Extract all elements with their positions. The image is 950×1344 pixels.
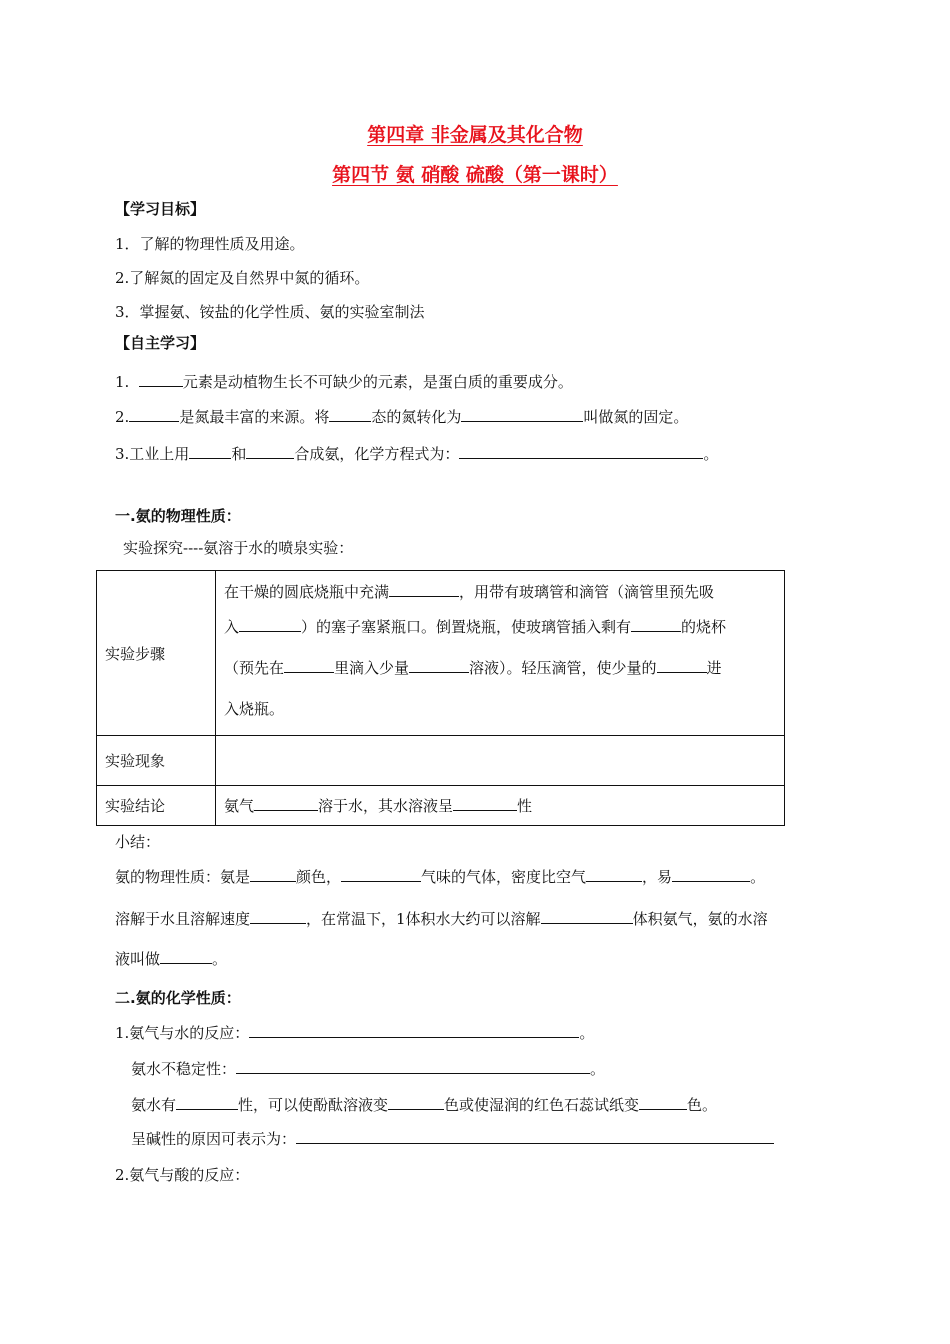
answer-blank[interactable]: [160, 948, 212, 964]
answer-blank[interactable]: [129, 406, 179, 422]
phenomenon-label: 实验现象: [97, 736, 216, 786]
objective-item: 3．掌握氨、铵盐的化学性质、氨的实验室制法: [115, 303, 425, 321]
conclusion-label: 实验结论: [97, 786, 216, 826]
reaction-acid: 2.氨气与酸的反应：: [115, 1166, 250, 1184]
chemical-properties-heading: 二.氨的化学性质：: [115, 989, 241, 1007]
answer-blank[interactable]: [254, 795, 318, 811]
answer-blank[interactable]: [250, 908, 306, 924]
summary-line: 氨的物理性质：氨是 颜色， 气味的气体，密度比空气 ，易 。: [115, 868, 766, 886]
summary-line: 液叫做 。: [115, 950, 228, 968]
answer-blank[interactable]: [631, 616, 681, 632]
answer-blank[interactable]: [139, 371, 183, 387]
section-title: 第四节 氨 硝酸 硫酸（第一课时）: [332, 164, 618, 186]
objectives-heading: 【学习目标】: [115, 200, 206, 218]
self-study-question-1: 1. 元素是动植物生长不可缺少的元素，是蛋白质的重要成分。: [115, 373, 573, 391]
table-row: [97, 571, 785, 736]
answer-blank[interactable]: [189, 443, 231, 459]
summary-line: 溶解于水且溶解速度 ，在常温下，1体积水大约可以溶解 体积氨气，氨的水溶: [115, 910, 768, 928]
summary-label: 小结：: [115, 833, 161, 851]
objective-item: 1．了解的物理性质及用途。: [115, 235, 305, 253]
basicity-reason: 呈碱性的原因可表示为：: [131, 1128, 774, 1149]
steps-label: 实验步骤: [97, 571, 216, 736]
conclusion-content: 氨气 溶于水，其水溶液呈 性: [216, 786, 785, 826]
answer-blank[interactable]: [388, 1094, 444, 1110]
self-study-question-3: 3.工业上用 和 合成氨，化学方程式为： 。: [115, 445, 719, 463]
answer-blank[interactable]: [586, 866, 642, 882]
answer-blank[interactable]: [239, 616, 301, 632]
table-row: [97, 736, 785, 786]
self-study-heading: 【自主学习】: [115, 334, 206, 352]
answer-blank[interactable]: [453, 795, 517, 811]
ammonia-water-basicity: 氨水有 性，可以使酚酞溶液变 色或使湿润的红色石蕊试纸变 色。: [131, 1096, 718, 1114]
objective-item: 2.了解氮的固定及自然界中氮的循环。: [115, 269, 370, 287]
answer-blank[interactable]: [284, 657, 334, 673]
steps-content: 在干燥的圆底烧瓶中充满 ，用带有玻璃管和滴管（滴管里预先吸 入 ）的塞子塞紧瓶口。倒置烧瓶，使玻璃管插入剩有 的烧杯 （预先在 里滴入少量 溶液）。轻压滴管，使少量的 进 入烧瓶。: [216, 571, 785, 736]
ammonia-water-stability: 氨水不稳定性： 。: [131, 1060, 606, 1078]
answer-blank[interactable]: [672, 866, 750, 882]
answer-blank[interactable]: [236, 1058, 590, 1074]
physical-properties-heading: 一.氨的物理性质：: [115, 507, 241, 525]
answer-blank[interactable]: [639, 1094, 687, 1110]
chapter-title: 第四章 非金属及其化合物: [367, 124, 583, 146]
answer-blank[interactable]: [657, 657, 707, 673]
answer-blank[interactable]: [246, 443, 294, 459]
answer-blank[interactable]: [296, 1128, 774, 1144]
experiment-table: [96, 570, 785, 826]
phenomenon-content[interactable]: [216, 736, 785, 786]
answer-blank[interactable]: [389, 581, 459, 597]
answer-blank[interactable]: [249, 1022, 579, 1038]
answer-blank[interactable]: [459, 443, 703, 459]
answer-blank[interactable]: [341, 866, 421, 882]
table-row: [97, 786, 785, 826]
self-study-question-2: 2. 是氮最丰富的来源。将 态的氮转化为 叫做氮的固定。: [115, 408, 689, 426]
answer-blank[interactable]: [461, 406, 583, 422]
answer-blank[interactable]: [329, 406, 371, 422]
answer-blank[interactable]: [250, 866, 296, 882]
reaction-water: 1.氨气与水的反应： 。: [115, 1024, 595, 1042]
answer-blank[interactable]: [409, 657, 469, 673]
experiment-intro: 实验探究----氨溶于水的喷泉实验：: [123, 539, 354, 557]
answer-blank[interactable]: [176, 1094, 238, 1110]
answer-blank[interactable]: [541, 908, 633, 924]
